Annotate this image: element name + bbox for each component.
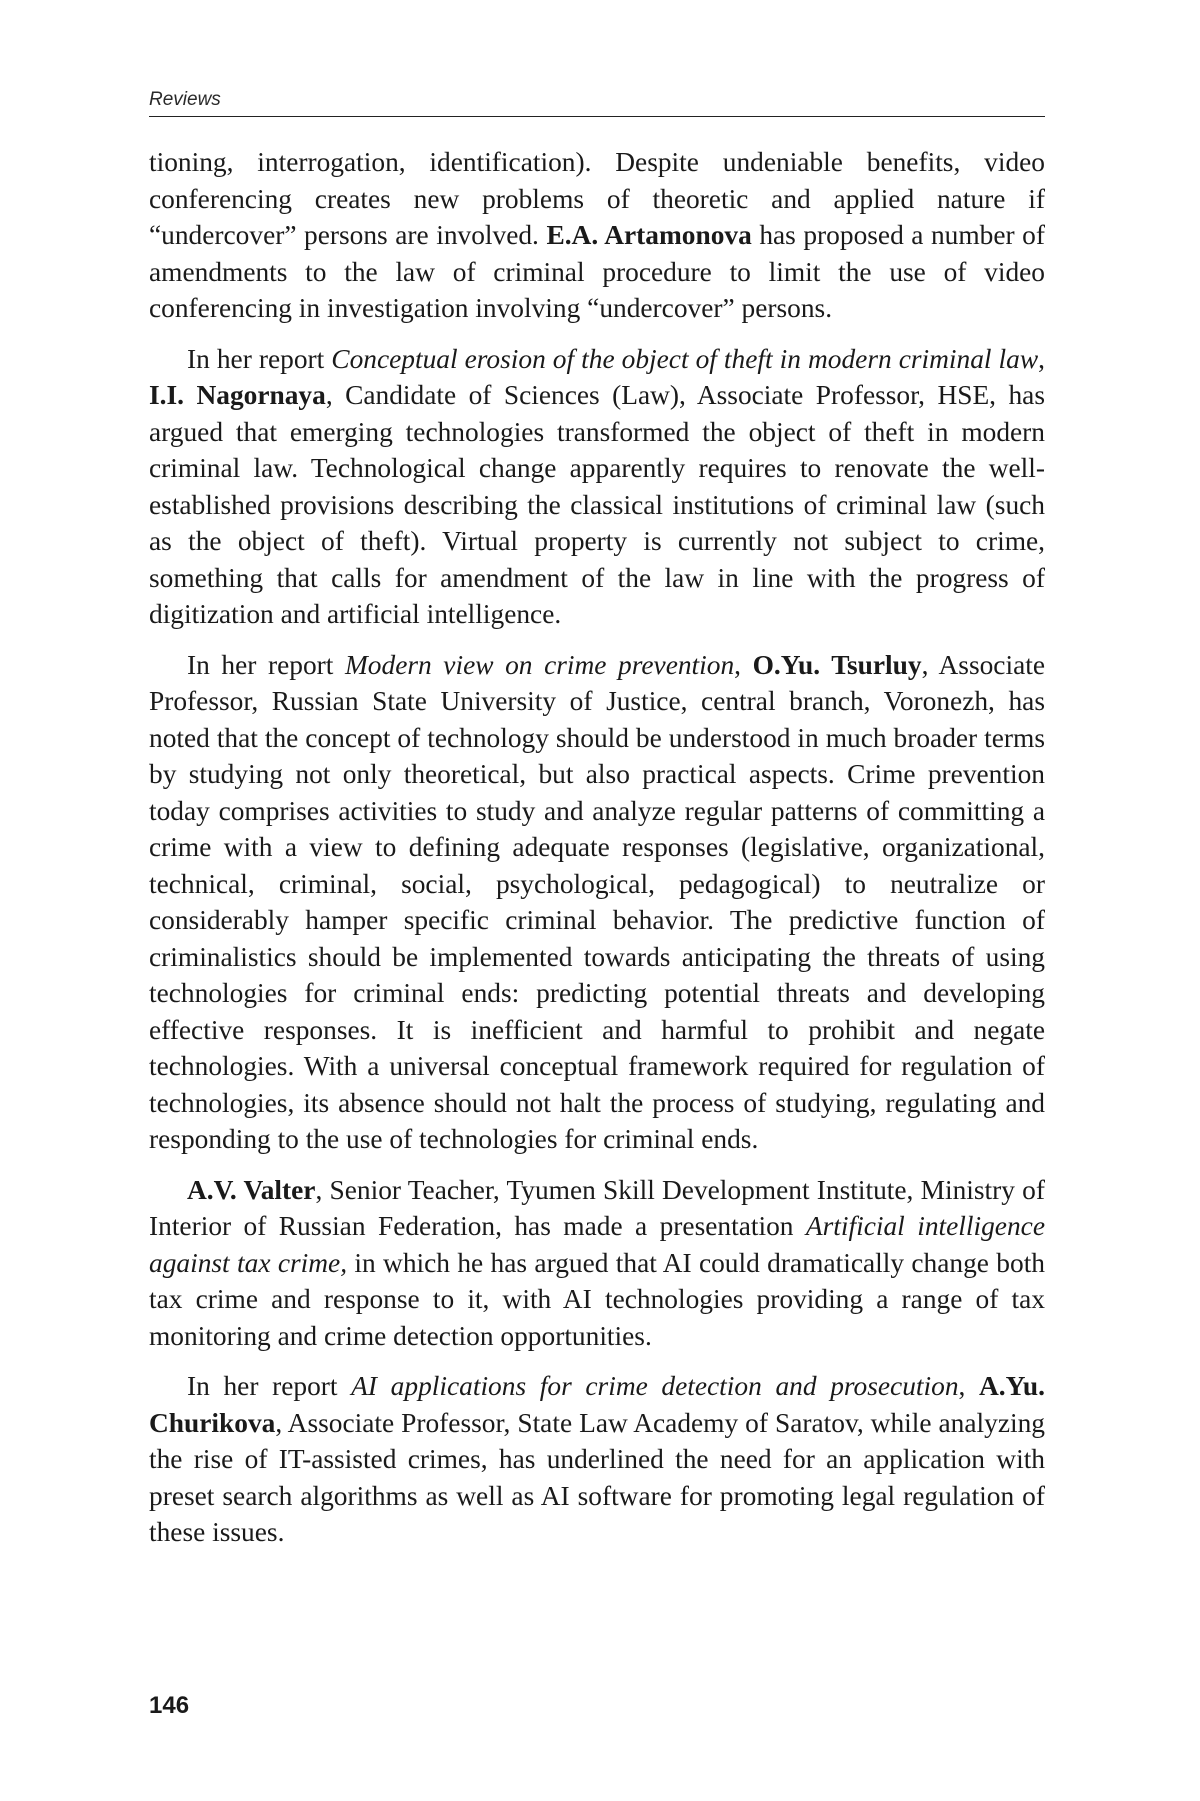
article-body (149, 144, 1045, 1565)
paragraph (149, 1172, 1045, 1355)
speaker-name: I.I. Nagornaya (149, 380, 326, 410)
paragraph-text: , Associate Professor, State Law Academy of Saratov, while analyzing the rise of IT-assisted crimes, has underlined the need for an application with preset search algorithms as well as AI software for promoting legal regulation of these issues. (149, 1407, 1045, 1547)
report-title: AI applications for crime detection and prosecution (351, 1371, 959, 1401)
report-title: Artificial intelligence against tax crime, (149, 1211, 1045, 1278)
paragraph-text: , Candidate of Sciences (Law), Associate Professor, HSE, has argued that emerging technologies transformed the object of theft in modern criminal law. Technological change apparently requires to renovate the well-established provisions describing the classical institutions of criminal law (such as the object of theft). Virtual property is currently not subject to crime, something that calls for amendment of the law in line with the progress of digitization and artificial intelligence. (149, 380, 1045, 629)
speaker-name: E.A. Artamonova (546, 220, 752, 250)
header-rule (149, 116, 1045, 117)
paragraph-text: , Associate Professor, Russian State University of Justice, central branch, Voronezh, has noted that the concept of technology should be understood in much broader terms by studying not only theoretical, but also practical aspects. Crime prevention today comprises activities to study and analyze regular patterns of committing a crime with a view to defining adequate responses (legislative, organizational, technical, criminal, social, psychological, pedagogical) to neutralize or considerably hamper specific criminal behavior. The predictive function of criminalistics should be implemented towards anticipating the threats of using technologies for criminal ends: predicting potential threats and developing effective responses. It is inefficient and harmful to prohibit and negate technologies. With a universal conceptual framework required for regulation of technologies, its absence should not halt the process of studying, regulating and responding to the use of technologies for criminal ends. (149, 649, 1045, 1154)
paragraph-text: , (958, 1371, 980, 1401)
report-title: Modern view on crime prevention (344, 649, 735, 680)
running-head: Reviews (149, 89, 221, 110)
speaker-name: O.Yu. Tsurluy (752, 649, 922, 680)
paragraph-text: tioning, interrogation, identification). Despite undeniable benefits, video conferencing creates new problems of theoretic and applied nature if “undercover” persons are involved. (149, 147, 1045, 250)
paragraph (149, 144, 1045, 327)
paragraph-text: In her report (187, 1371, 352, 1401)
paragraph-text: In her report (187, 343, 332, 374)
paragraph-text: , (1038, 343, 1045, 374)
paragraph-text: , (734, 649, 753, 680)
paragraph-text: , Senior Teacher, Tyumen Skill Development Institute, Ministry of Interior of Russian Federation, has made a presentation (149, 1174, 1045, 1241)
page-number: 146 (149, 1692, 190, 1719)
paragraph-text: In her report (187, 649, 345, 680)
paragraph-text: in which he has argued that AI could dramatically change both tax crime and response to it, with AI technologies providing a range of tax monitoring and crime detection opportunities. (149, 1247, 1046, 1351)
paragraph (149, 341, 1045, 633)
speaker-name: A.Yu. Churikova (149, 1371, 1046, 1438)
paragraph (149, 647, 1045, 1158)
paragraph (149, 1368, 1045, 1551)
speaker-name: A.V. Valter (187, 1174, 316, 1205)
report-title: Conceptual erosion of the object of theft in modern criminal law (331, 343, 1039, 374)
paragraph-text: has proposed a number of amendments to the law of criminal procedure to limit the use of video conferencing in investigation involving “undercover” persons. (149, 220, 1046, 323)
